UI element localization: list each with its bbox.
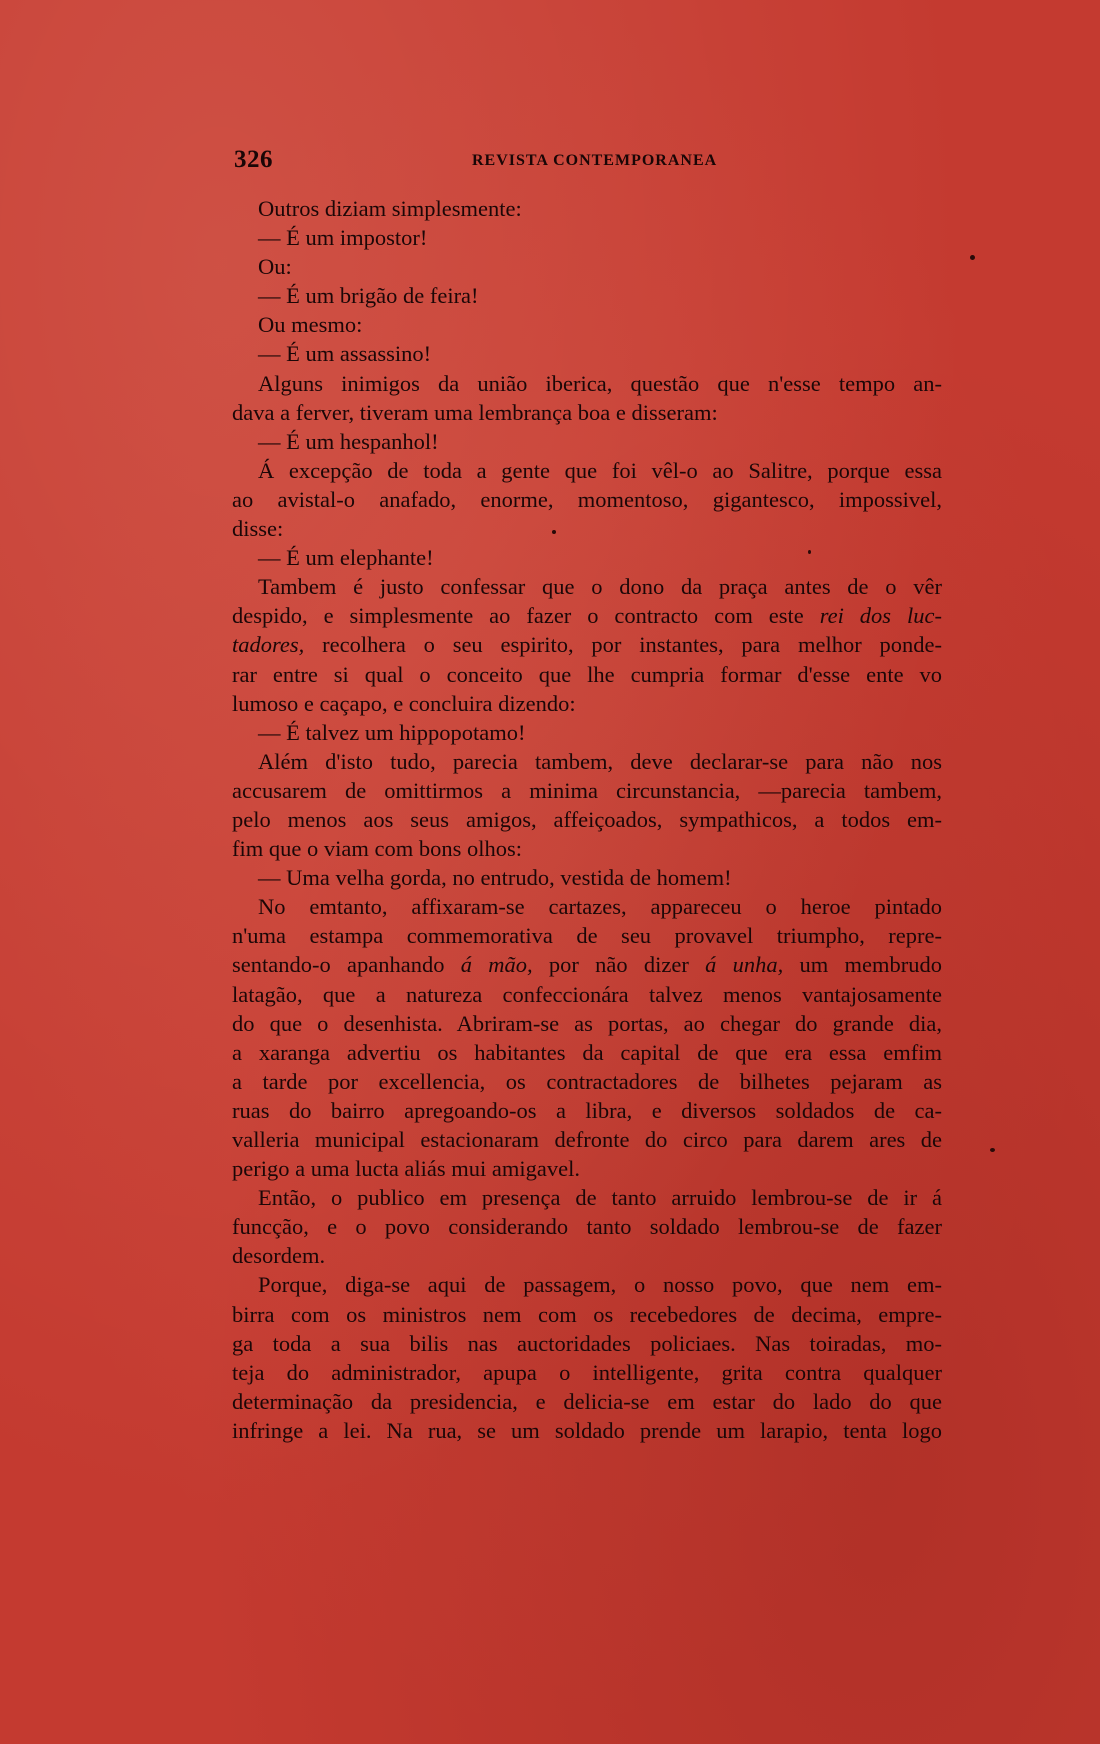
text-line xyxy=(232,630,942,659)
text-line: disse: xyxy=(232,516,284,542)
text-line: do que o desenhista. Abriram-se as portas, ao chegar do grande dia, xyxy=(232,1010,942,1036)
text-line: accusarem de omittirmos a minima circunstancia, —parecia tambem, xyxy=(232,777,942,803)
text-line: a tarde por excellencia, os contractadores de bilhetes pejaram as xyxy=(232,1068,942,1094)
text-line: Então, o publico em presença de tanto arruido lembrou-se de ir á xyxy=(258,1185,942,1211)
paper-speck xyxy=(970,255,975,260)
text-line: Ou: xyxy=(258,254,292,280)
text-line: rar entre si qual o conceito que lhe cumpria formar d'esse ente vo xyxy=(232,661,942,687)
page-number: 326 xyxy=(234,146,273,173)
text-line: n'uma estampa commemorativa de seu provavel triumpho, repre- xyxy=(232,923,942,949)
italic-span: tadores, xyxy=(232,632,305,658)
text-line: birra com os ministros nem com os recebedores de decima, empre- xyxy=(232,1301,942,1327)
body-text xyxy=(232,194,942,1445)
text-line: Além d'isto tudo, parecia tambem, deve declarar-se para não nos xyxy=(258,748,942,774)
text-line: a xaranga advertiu os habitantes da capital de que era essa emfim xyxy=(232,1039,942,1065)
text-line: ga toda a sua bilis nas auctoridades policiaes. Nas toiradas, mo- xyxy=(232,1330,942,1356)
text-line xyxy=(232,950,942,979)
paper-speck xyxy=(808,550,811,554)
text-line: Á excepção de toda a gente que foi vêl-o ao Salitre, porque essa xyxy=(258,457,942,483)
italic-span: rei dos luc- xyxy=(819,603,942,629)
paper-speck xyxy=(990,1148,995,1152)
text-span: um membrudo xyxy=(783,952,943,978)
text-line: lumoso e caçapo, e concluira dizendo: xyxy=(232,690,576,716)
text-line: infringe a lei. Na rua, se um soldado prende um larapio, tenta logo xyxy=(232,1417,942,1443)
text-line: — É talvez um hippopotamo! xyxy=(258,719,526,745)
text-span: despido, e simplesmente ao fazer o contracto com este xyxy=(232,603,820,629)
italic-span: á unha, xyxy=(705,952,784,978)
text-span: sentando-o apanhando xyxy=(232,952,461,978)
text-line: ao avistal-o anafado, enorme, momentoso, gigantesco, impossivel, xyxy=(232,486,942,512)
text-line: Alguns inimigos da união iberica, questão que n'esse tempo an- xyxy=(258,370,942,396)
text-line: valleria municipal estacionaram defronte do circo para darem ares de xyxy=(232,1127,942,1152)
running-title: REVISTA CONTEMPORANEA xyxy=(472,152,718,169)
text-line: teja do administrador, apupa o intelligente, grita contra qualquer xyxy=(232,1359,942,1385)
italic-span: á mão, xyxy=(460,952,533,978)
text-line: ruas do bairro apregoando-os a libra, e diversos soldados de ca- xyxy=(232,1097,942,1123)
text-line: perigo a uma lucta aliás mui amigavel. xyxy=(232,1156,581,1182)
text-line: pelo menos aos seus amigos, affeiçoados, sympathicos, a todos em- xyxy=(232,806,942,832)
text-line: — É um elephante! xyxy=(258,545,434,571)
text-line: funcção, e o povo considerando tanto soldado lembrou-se de fazer xyxy=(232,1214,942,1240)
text-line: fim que o viam com bons olhos: xyxy=(232,836,522,862)
text-line: desordem. xyxy=(232,1243,326,1269)
text-line: No emtanto, affixaram-se cartazes, appareceu o heroe pintado xyxy=(258,894,942,920)
text-line: Outros diziam simplesmente: xyxy=(258,196,522,221)
text-line: — É um assassino! xyxy=(258,341,432,367)
text-line xyxy=(232,601,942,630)
text-line: dava a ferver, tiveram uma lembrança boa e disseram: xyxy=(232,399,718,425)
text-line: Porque, diga-se aqui de passagem, o nosso povo, que nem em- xyxy=(258,1272,942,1298)
text-line: — É um impostor! xyxy=(258,225,428,251)
text-line: — É um brigão de feira! xyxy=(258,283,479,309)
text-line: latagão, que a natureza confeccionára talvez menos vantajosamente xyxy=(232,981,942,1007)
text-line: Tambem é justo confessar que o dono da praça antes de o vêr xyxy=(258,574,942,600)
text-line: — Uma velha gorda, no entrudo, vestida de homem! xyxy=(258,865,732,891)
text-span: recolhera o seu espirito, por instantes, para melhor ponde- xyxy=(304,632,942,658)
text-span: por não dizer xyxy=(532,952,706,978)
paper-speck xyxy=(552,530,556,534)
text-line: Ou mesmo: xyxy=(258,312,363,338)
running-header xyxy=(234,146,942,172)
text-line: determinação da presidencia, e delicia-se em estar do lado do que xyxy=(232,1388,942,1414)
text-line: — É um hespanhol! xyxy=(258,428,439,454)
